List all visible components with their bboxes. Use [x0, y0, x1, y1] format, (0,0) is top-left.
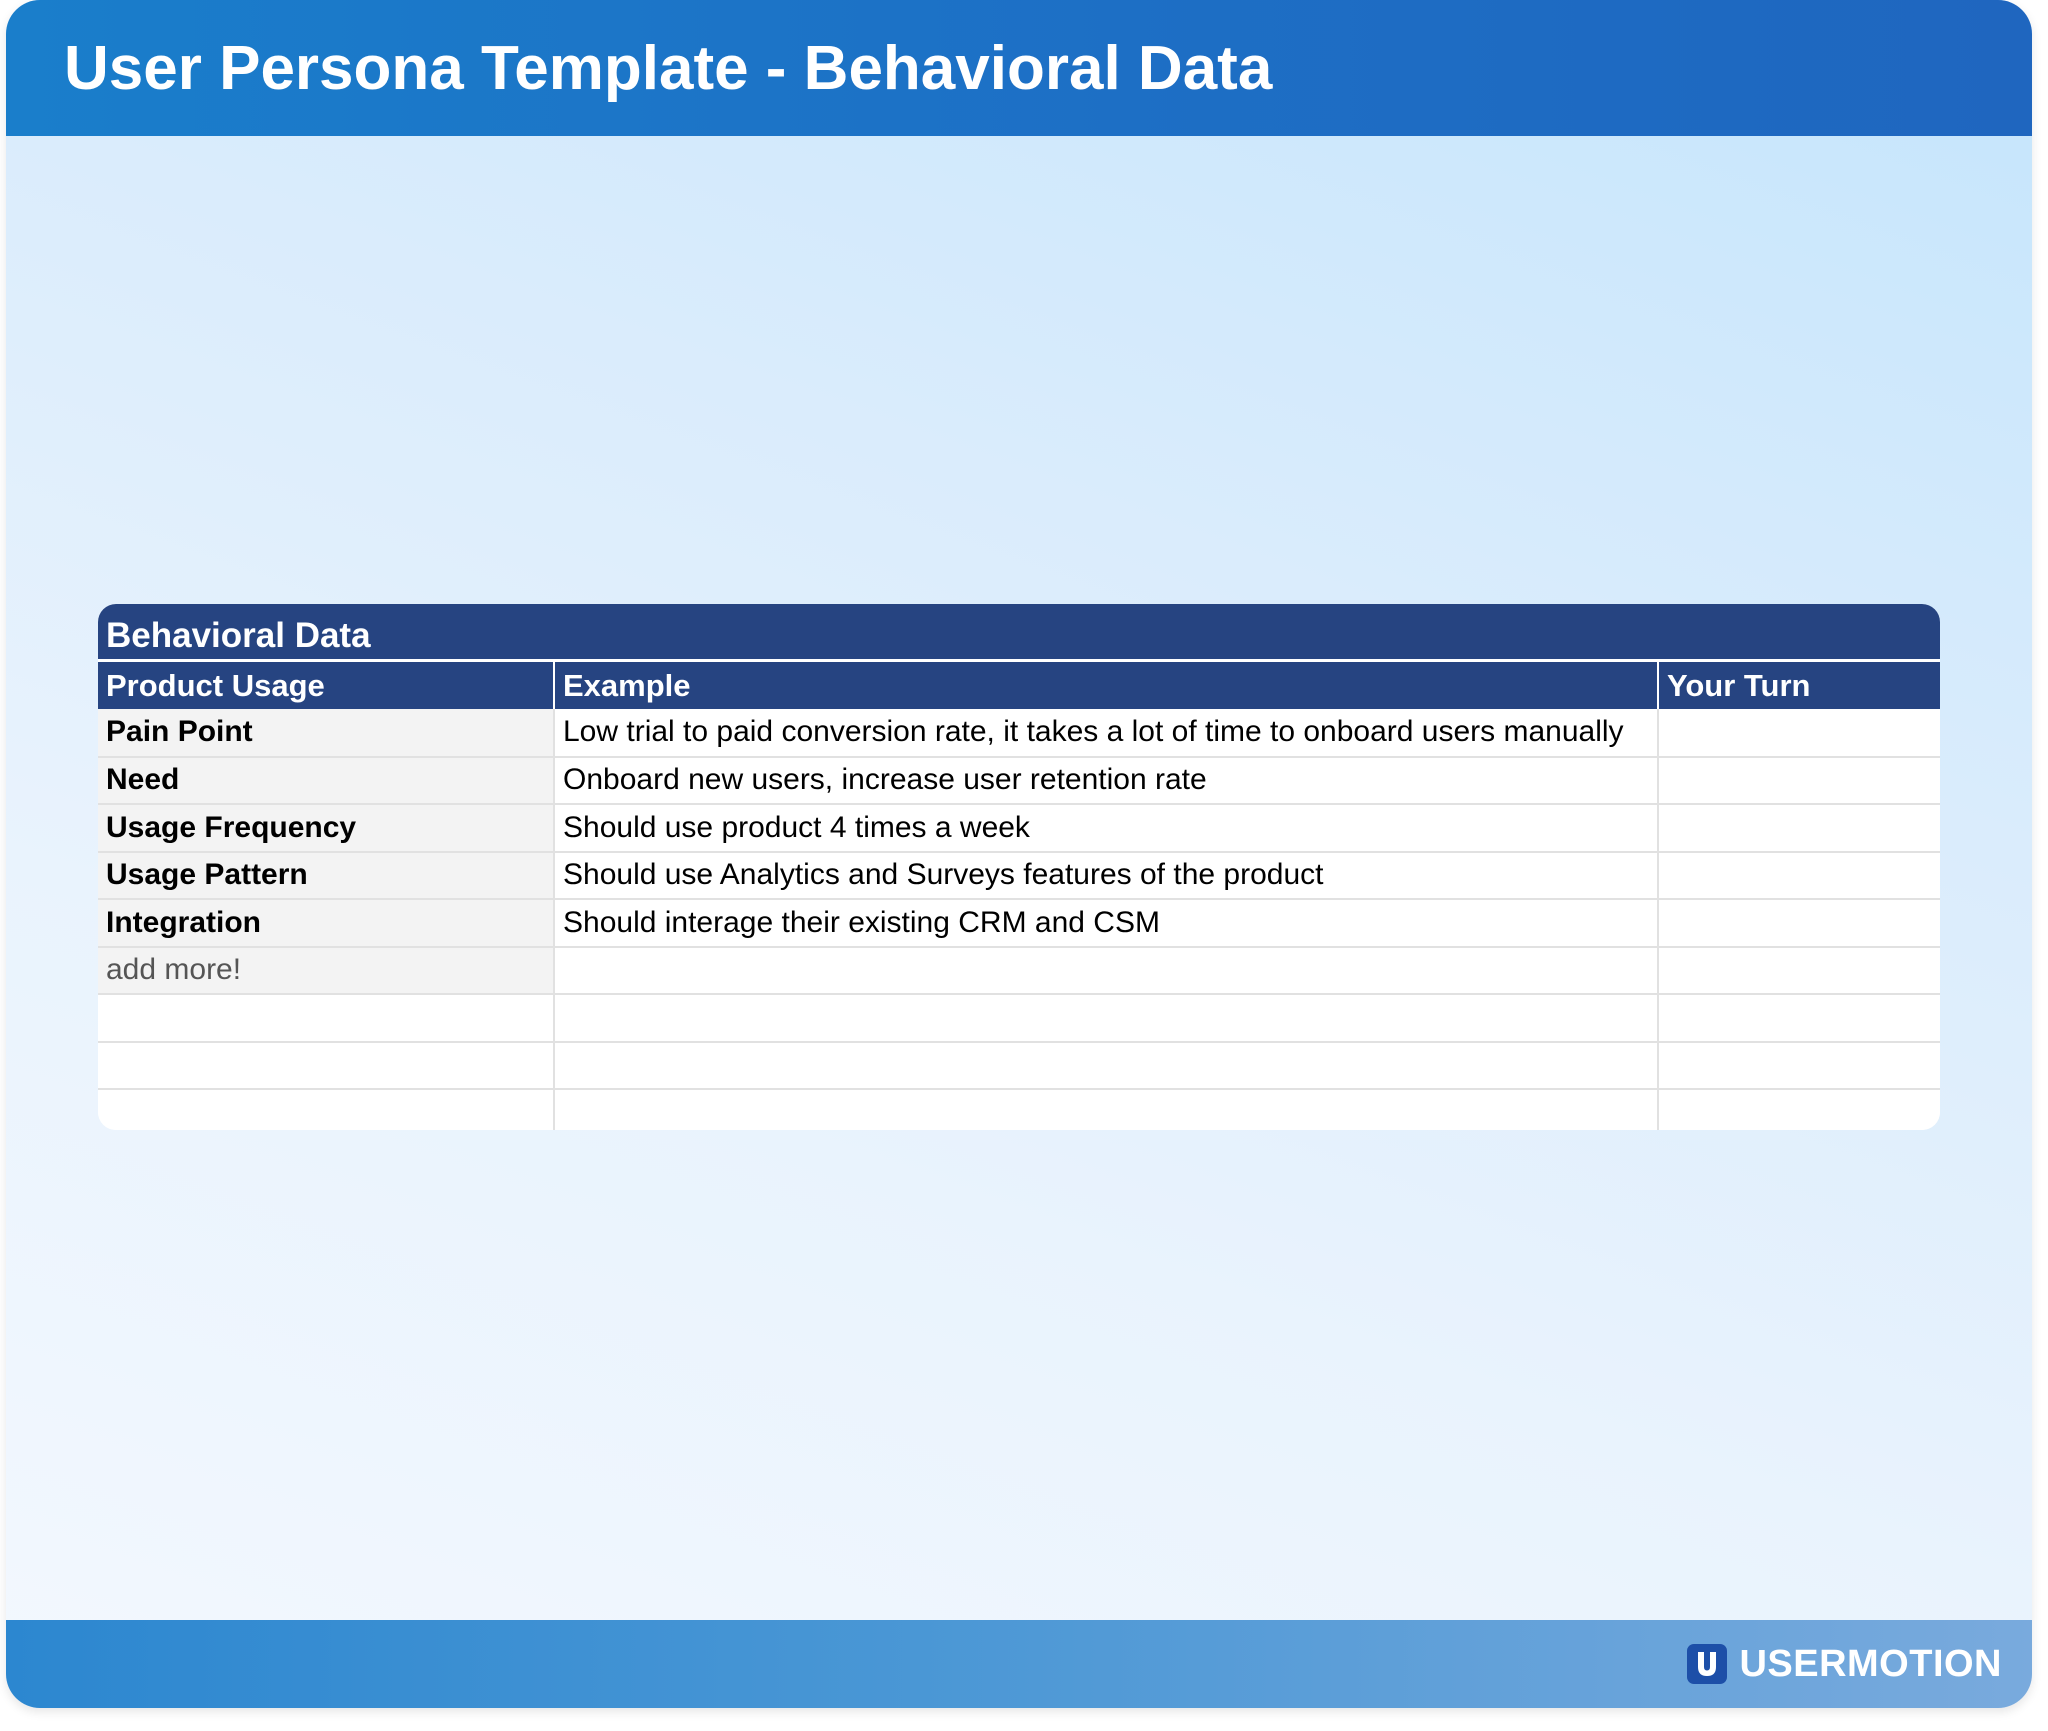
example-cell[interactable]: Should use Analytics and Surveys features of the product	[554, 852, 1658, 900]
your-turn-cell[interactable]	[1658, 757, 1940, 805]
row-label-cell[interactable]: Need	[98, 757, 554, 805]
your-turn-cell[interactable]	[1658, 852, 1940, 900]
row-label-cell[interactable]: Integration	[98, 899, 554, 947]
brand-name: USERMOTION	[1739, 1643, 2002, 1685]
empty-cell[interactable]	[98, 1089, 554, 1130]
empty-row	[98, 994, 1940, 1042]
empty-cell[interactable]	[1658, 1089, 1940, 1130]
empty-cell[interactable]	[98, 1042, 554, 1090]
add-more-row	[98, 947, 1940, 995]
table-row	[98, 709, 1940, 757]
column-header-your-turn: Your Turn	[1658, 662, 1940, 709]
empty-cell[interactable]	[1658, 947, 1940, 995]
empty-cell[interactable]	[554, 1042, 1658, 1090]
behavioral-data-table	[98, 604, 1940, 1130]
brand-logo	[1687, 1642, 2002, 1686]
empty-row	[98, 1042, 1940, 1090]
your-turn-cell[interactable]	[1658, 899, 1940, 947]
example-cell[interactable]: Low trial to paid conversion rate, it takes a lot of time to onboard users manually	[554, 709, 1658, 757]
footer-bar	[6, 1620, 2032, 1708]
empty-cell[interactable]	[554, 947, 1658, 995]
table-row	[98, 899, 1940, 947]
data-grid	[98, 662, 1940, 1130]
column-header-product-usage: Product Usage	[98, 662, 554, 709]
column-header-row	[98, 662, 1940, 709]
table-title: Behavioral Data	[98, 604, 1940, 662]
row-label-cell[interactable]: Usage Frequency	[98, 804, 554, 852]
your-turn-cell[interactable]	[1658, 804, 1940, 852]
empty-cell[interactable]	[554, 1089, 1658, 1130]
usermotion-logo-icon	[1687, 1644, 1727, 1684]
row-label-cell[interactable]: Usage Pattern	[98, 852, 554, 900]
template-card	[6, 0, 2032, 1708]
table-row	[98, 852, 1940, 900]
add-more-cell[interactable]: add more!	[98, 947, 554, 995]
table-row	[98, 804, 1940, 852]
table-row	[98, 757, 1940, 805]
your-turn-cell[interactable]	[1658, 709, 1940, 757]
example-cell[interactable]: Should use product 4 times a week	[554, 804, 1658, 852]
example-cell[interactable]: Onboard new users, increase user retention rate	[554, 757, 1658, 805]
column-header-example: Example	[554, 662, 1658, 709]
header-bar	[6, 0, 2032, 136]
page-title: User Persona Template - Behavioral Data	[64, 34, 1273, 103]
row-label-cell[interactable]: Pain Point	[98, 709, 554, 757]
example-cell[interactable]: Should interage their existing CRM and CSM	[554, 899, 1658, 947]
empty-row	[98, 1089, 1940, 1130]
empty-cell[interactable]	[554, 994, 1658, 1042]
empty-cell[interactable]	[1658, 1042, 1940, 1090]
empty-cell[interactable]	[1658, 994, 1940, 1042]
empty-cell[interactable]	[98, 994, 554, 1042]
